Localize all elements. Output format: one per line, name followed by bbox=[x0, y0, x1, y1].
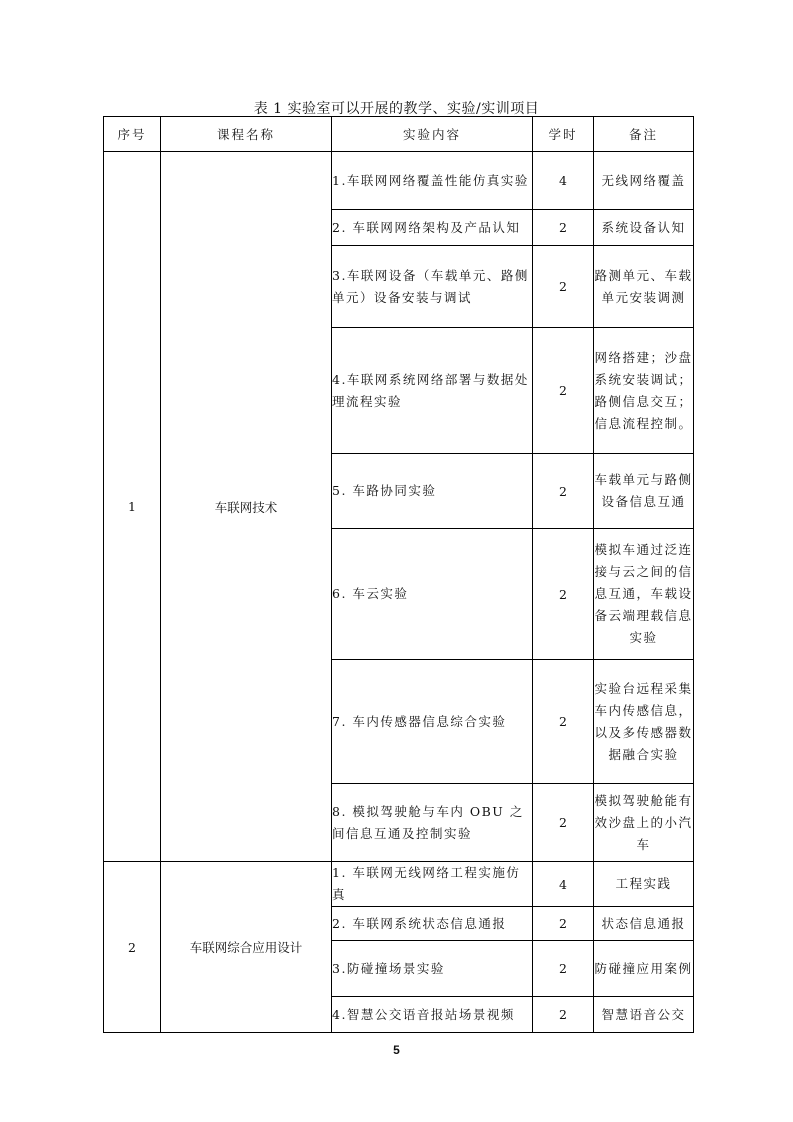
experiment-note: 网络搭建；沙盘系统安装调试；路侧信息交互；信息流程控制。 bbox=[594, 328, 694, 454]
experiment-hours: 2 bbox=[533, 328, 594, 454]
experiment-note: 路测单元、车载单元安装调测 bbox=[594, 246, 694, 328]
experiment-content: 1.车联网网络覆盖性能仿真实验 bbox=[332, 152, 533, 210]
experiment-hours: 2 bbox=[533, 941, 594, 997]
header-index: 序号 bbox=[104, 117, 161, 152]
experiment-note: 模拟车通过泛连接与云之间的信息互通，车载设备云端理载信息实验 bbox=[594, 529, 694, 660]
experiment-note: 智慧语音公交 bbox=[594, 997, 694, 1033]
experiment-note: 模拟驾驶舱能有效沙盘上的小汽车 bbox=[594, 784, 694, 862]
experiment-content: 3.防碰撞场景实验 bbox=[332, 941, 533, 997]
experiment-hours: 2 bbox=[533, 454, 594, 529]
experiment-hours: 4 bbox=[533, 862, 594, 907]
experiment-content: 5. 车路协同实验 bbox=[332, 454, 533, 529]
experiment-note: 系统设备认知 bbox=[594, 210, 694, 246]
experiment-hours: 4 bbox=[533, 152, 594, 210]
header-hours: 学时 bbox=[533, 117, 594, 152]
table-header-row bbox=[104, 117, 694, 152]
experiment-note: 车载单元与路侧设备信息互通 bbox=[594, 454, 694, 529]
experiment-content: 6. 车云实验 bbox=[332, 529, 533, 660]
experiment-content: 2. 车联网系统状态信息通报 bbox=[332, 907, 533, 941]
header-note: 备注 bbox=[594, 117, 694, 152]
page-number: 5 bbox=[393, 1043, 400, 1057]
header-course: 课程名称 bbox=[161, 117, 332, 152]
table-caption: 表 1 实验室可以开展的教学、实验/实训项目 bbox=[253, 101, 540, 117]
experiment-table bbox=[103, 116, 694, 1033]
table-row bbox=[104, 862, 694, 907]
group-index: 2 bbox=[104, 862, 161, 1033]
experiment-content: 8. 模拟驾驶舱与车内 OBU 之间信息互通及控制实验 bbox=[332, 784, 533, 862]
experiment-note: 无线网络覆盖 bbox=[594, 152, 694, 210]
table-row bbox=[104, 152, 694, 210]
experiment-content: 3.车联网设备（车载单元、路侧单元）设备安装与调试 bbox=[332, 246, 533, 328]
experiment-content: 1. 车联网无线网络工程实施仿真 bbox=[332, 862, 533, 907]
experiment-hours: 2 bbox=[533, 529, 594, 660]
experiment-note: 防碰撞应用案例 bbox=[594, 941, 694, 997]
experiment-note: 状态信息通报 bbox=[594, 907, 694, 941]
experiment-hours: 2 bbox=[533, 784, 594, 862]
experiment-hours: 2 bbox=[533, 660, 594, 784]
group-index: 1 bbox=[104, 152, 161, 862]
experiment-note: 实验台远程采集车内传感信息，以及多传感器数据融合实验 bbox=[594, 660, 694, 784]
experiment-hours: 2 bbox=[533, 997, 594, 1033]
experiment-content: 4.车联网系统网络部署与数据处理流程实验 bbox=[332, 328, 533, 454]
course-name: 车联网综合应用设计 bbox=[161, 862, 332, 1033]
experiment-hours: 2 bbox=[533, 907, 594, 941]
experiment-note: 工程实践 bbox=[594, 862, 694, 907]
experiment-hours: 2 bbox=[533, 210, 594, 246]
experiment-hours: 2 bbox=[533, 246, 594, 328]
experiment-content: 4.智慧公交语音报站场景视频 bbox=[332, 997, 533, 1033]
course-name: 车联网技术 bbox=[161, 152, 332, 862]
header-content: 实验内容 bbox=[332, 117, 533, 152]
experiment-content: 7. 车内传感器信息综合实验 bbox=[332, 660, 533, 784]
experiment-content: 2. 车联网网络架构及产品认知 bbox=[332, 210, 533, 246]
